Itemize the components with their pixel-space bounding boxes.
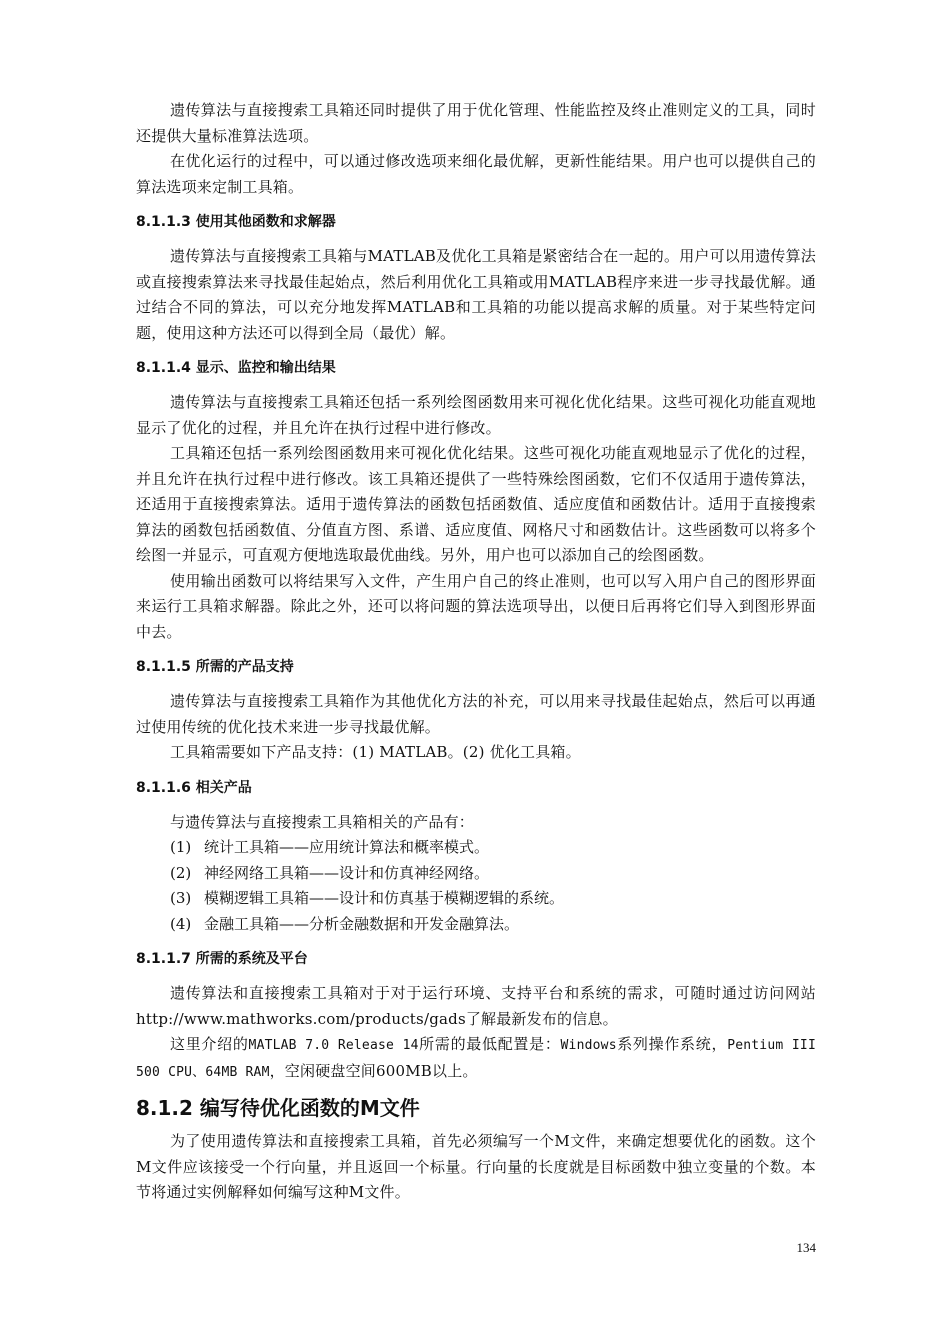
- list-item-number: (2): [170, 863, 192, 882]
- code-run: MATLAB 7.0 Release 14: [248, 1038, 419, 1053]
- list-item: [136, 886, 816, 912]
- text-run: 这里介绍的: [170, 1035, 249, 1053]
- list-item-number: (4): [170, 914, 192, 933]
- section-heading-8-1-1-7: 8.1.1.7 所需的系统及平台: [136, 951, 308, 967]
- paragraph: 与遗传算法与直接搜索工具箱相关的产品有：: [170, 812, 475, 831]
- section-heading-8-1-1-4: 8.1.1.4 显示、监控和输出结果: [136, 360, 336, 376]
- list-item-text: 神经网络工具箱——设计和仿真神经网络。: [204, 863, 490, 882]
- text-run: ，空闲硬盘空间600MB以上。: [269, 1061, 478, 1080]
- page-content: [136, 98, 816, 1206]
- section-heading-8-1-1-6: 8.1.1.6 相关产品: [136, 779, 252, 796]
- text-run: 系列操作系统，: [616, 1035, 728, 1053]
- list-item: [136, 912, 816, 938]
- paragraph: 遗传算法与直接搜索工具箱还包括一系列绘图函数用来可视化优化结果。这些可视化功能直观地显示了优化的过程，并且允许在执行过程中进行修改。: [136, 393, 816, 437]
- code-run: Pentium III 500 CPU、64MB RAM: [136, 1038, 816, 1080]
- section-heading-8-1-1-5: 8.1.1.5 所需的产品支持: [136, 659, 294, 675]
- list-item-text: 金融工具箱——分析金融数据和开发金融算法。: [204, 914, 520, 933]
- paragraph: 工具箱还包括一系列绘图函数用来可视化优化结果。这些可视化功能直观地显示了优化的过程，并且允许在执行过程中进行修改。该工具箱还提供了一些特殊绘图函数，它们不仅适用于遗传算法，还适用于直接搜索算法。适用于遗传算法的函数包括函数值、适应度值和函数估计。适用于直接搜索算法的函数包括函数值、分值直方图、系谱、适应度值、网格尺寸和函数估计。这些函数可以将多个绘图一并显示，可直观方便地选取最优曲线。另外，用户也可以添加自己的绘图函数。: [136, 444, 816, 564]
- paragraph: 在优化运行的过程中，可以通过修改选项来细化最优解，更新性能结果。用户也可以提供自己的算法选项来定制工具箱。: [136, 152, 816, 196]
- list-item-number: (1): [170, 838, 192, 856]
- paragraph: 为了使用遗传算法和直接搜索工具箱，首先必须编写一个M文件，来确定想要优化的函数。这个M文件应该接受一个行向量，并且返回一个标量。行向量的长度就是目标函数中独立变量的个数。本节将通过实例解释如何编写这种M文件。: [136, 1132, 816, 1201]
- text-run: 所需的最低配置是：: [418, 1035, 561, 1053]
- page-number: 134: [796, 1240, 816, 1255]
- paragraph: 遗传算法与直接搜索工具箱与MATLAB及优化工具箱是紧密结合在一起的。用户可以用遗传算法或直接搜索算法来寻找最佳起始点，然后利用优化工具箱或用MATLAB程序来进一步寻找最优解。通过结合不同的算法，可以充分地发挥MATLAB和工具箱的功能以提高求解的质量。对于某些特定问题，使用这种方法还可以得到全局（最优）解。: [136, 247, 816, 342]
- list-item-number: (3): [170, 889, 192, 907]
- paragraph: 工具箱需要如下产品支持：(1) MATLAB。(2) 优化工具箱。: [170, 743, 581, 761]
- paragraph: 遗传算法与直接搜索工具箱还同时提供了用于优化管理、性能监控及终止准则定义的工具，同时还提供大量标准算法选项。: [136, 101, 816, 145]
- list-item-text: 模糊逻辑工具箱——设计和仿真基于模糊逻辑的系统。: [204, 889, 565, 907]
- section-heading-8-1-2: 8.1.2 编写待优化函数的M文件: [136, 1096, 420, 1120]
- related-products-list: [136, 835, 816, 937]
- paragraph-system-requirements: [136, 1032, 816, 1085]
- paragraph: 使用输出函数可以将结果写入文件，产生用户自己的终止准则，也可以写入用户自己的图形界面来运行工具箱求解器。除此之外，还可以将问题的算法选项导出，以便日后再将它们导入到图形界面中去。: [136, 571, 816, 641]
- list-item: [136, 835, 816, 861]
- paragraph: 遗传算法与直接搜索工具箱作为其他优化方法的补充，可以用来寻找最佳起始点，然后可以再通过使用传统的优化技术来进一步寻找最优解。: [136, 692, 816, 736]
- paragraph: 遗传算法和直接搜索工具箱对于对于运行环境、支持平台和系统的需求，可随时通过访问网站http://www.mathworks.com/products/gads了解最新发布的信息。: [136, 984, 816, 1028]
- section-heading-8-1-1-3: 8.1.1.3 使用其他函数和求解器: [136, 214, 336, 230]
- list-item: [136, 861, 816, 887]
- list-item-text: 统计工具箱——应用统计算法和概率模式。: [204, 838, 490, 856]
- code-run: Windows: [560, 1038, 617, 1053]
